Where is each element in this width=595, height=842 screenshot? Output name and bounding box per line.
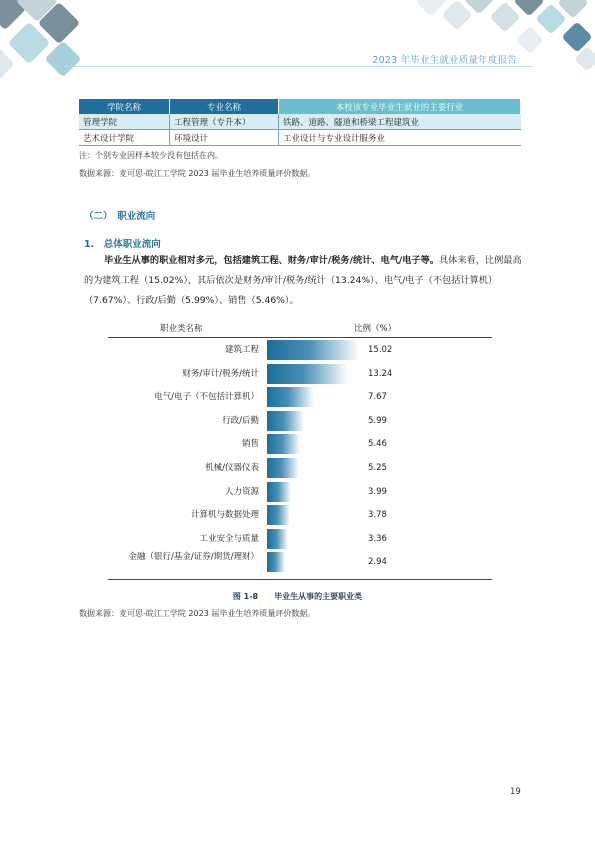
table-source: 数据来源：麦可思-皖江工学院 2023 届毕业生培养质量评价数据。 [79,169,316,178]
section-heading: （二） 职业流向 [84,211,156,222]
chart-top-rule [108,337,492,338]
bar [267,529,288,549]
category-label: 销售 [241,439,259,450]
table-header-cell: 专业名称 [170,99,279,114]
page-number: 19 [510,787,521,797]
category-column-header: 职业类名称 [160,324,203,334]
table-cell: 铁路、道路、隧道和桥梁工程建筑业 [279,114,521,130]
value-label: 15.02 [368,345,393,355]
table-cell: 管理学院 [79,114,170,130]
table-row [79,114,521,130]
subsection-heading: 1. 总体职业流向 [84,239,161,250]
value-label: 3.78 [368,510,387,521]
value-label: 3.99 [368,486,387,497]
value-label: 5.46 [368,439,387,450]
value-label: 7.67 [368,392,387,403]
bar [267,482,291,502]
value-label: 13.24 [368,368,393,379]
bar [267,411,304,431]
table-cell: 环境设计 [170,130,279,146]
bar [267,552,285,572]
value-label: 5.25 [368,463,387,473]
paragraph-body: 具体来看，比例最高的为建筑工程（15.02%），其后依次是财务/审计/税务/统计（13.24%）、电气/电子（不包括计算机）（7.67%）、行政/后勤（5.99%）、销售（5.46%）。 [84,255,522,306]
bar [267,387,314,407]
category-label: 人力资源 [224,486,259,497]
table-row [79,130,521,146]
figure-caption: 图 1-8 毕业生从事的主要职业类 [232,592,363,601]
paragraph-lead: 毕业生从事的职业相对多元，包括建筑工程、财务/审计/税务/统计、电气/电子等。 [104,255,439,266]
bar [267,458,299,478]
table-cell: 艺术设计学院 [79,130,170,146]
body-paragraph [84,251,524,311]
figure-source: 数据来源：麦可思-皖江工学院 2023 届毕业生培养质量评价数据。 [79,609,316,618]
value-label: 2.94 [368,557,387,568]
table-note: 注：个别专业因样本较少没有包括在内。 [79,151,223,160]
table-header-row [79,99,521,114]
report-title: 2023 年毕业生就业质量年度报告 [372,55,517,66]
value-label: 3.36 [368,533,387,544]
category-label: 金融（银行/基金/证券/期货/理财） [128,552,259,563]
table-cell: 工业设计与专业设计服务业 [279,130,521,146]
bar [267,505,290,525]
table-header-cell: 本校该专业毕业生就业的主要行业 [279,99,521,114]
occupation-bar-chart [108,318,492,580]
table-cell: 工程管理（专升本） [170,114,279,130]
category-label: 建筑工程 [224,345,259,355]
category-label: 行政/后勤 [222,415,259,426]
value-column-header: 比例（%） [354,324,397,334]
bar [267,364,348,384]
majors-industry-table [79,99,521,146]
bar [267,434,300,454]
category-label: 电气/电子（不包括计算机） [154,392,259,403]
category-label: 计算机与数据处理 [190,510,259,521]
value-label: 5.99 [368,415,387,426]
table-header-cell: 学院名称 [79,99,170,114]
category-label: 财务/审计/税务/统计 [182,368,259,379]
bar [267,340,359,360]
category-label: 工业安全与质量 [199,533,259,544]
category-label: 机械/仪器仪表 [205,463,259,473]
chart-bottom-rule [108,579,492,580]
header-divider [64,66,533,67]
